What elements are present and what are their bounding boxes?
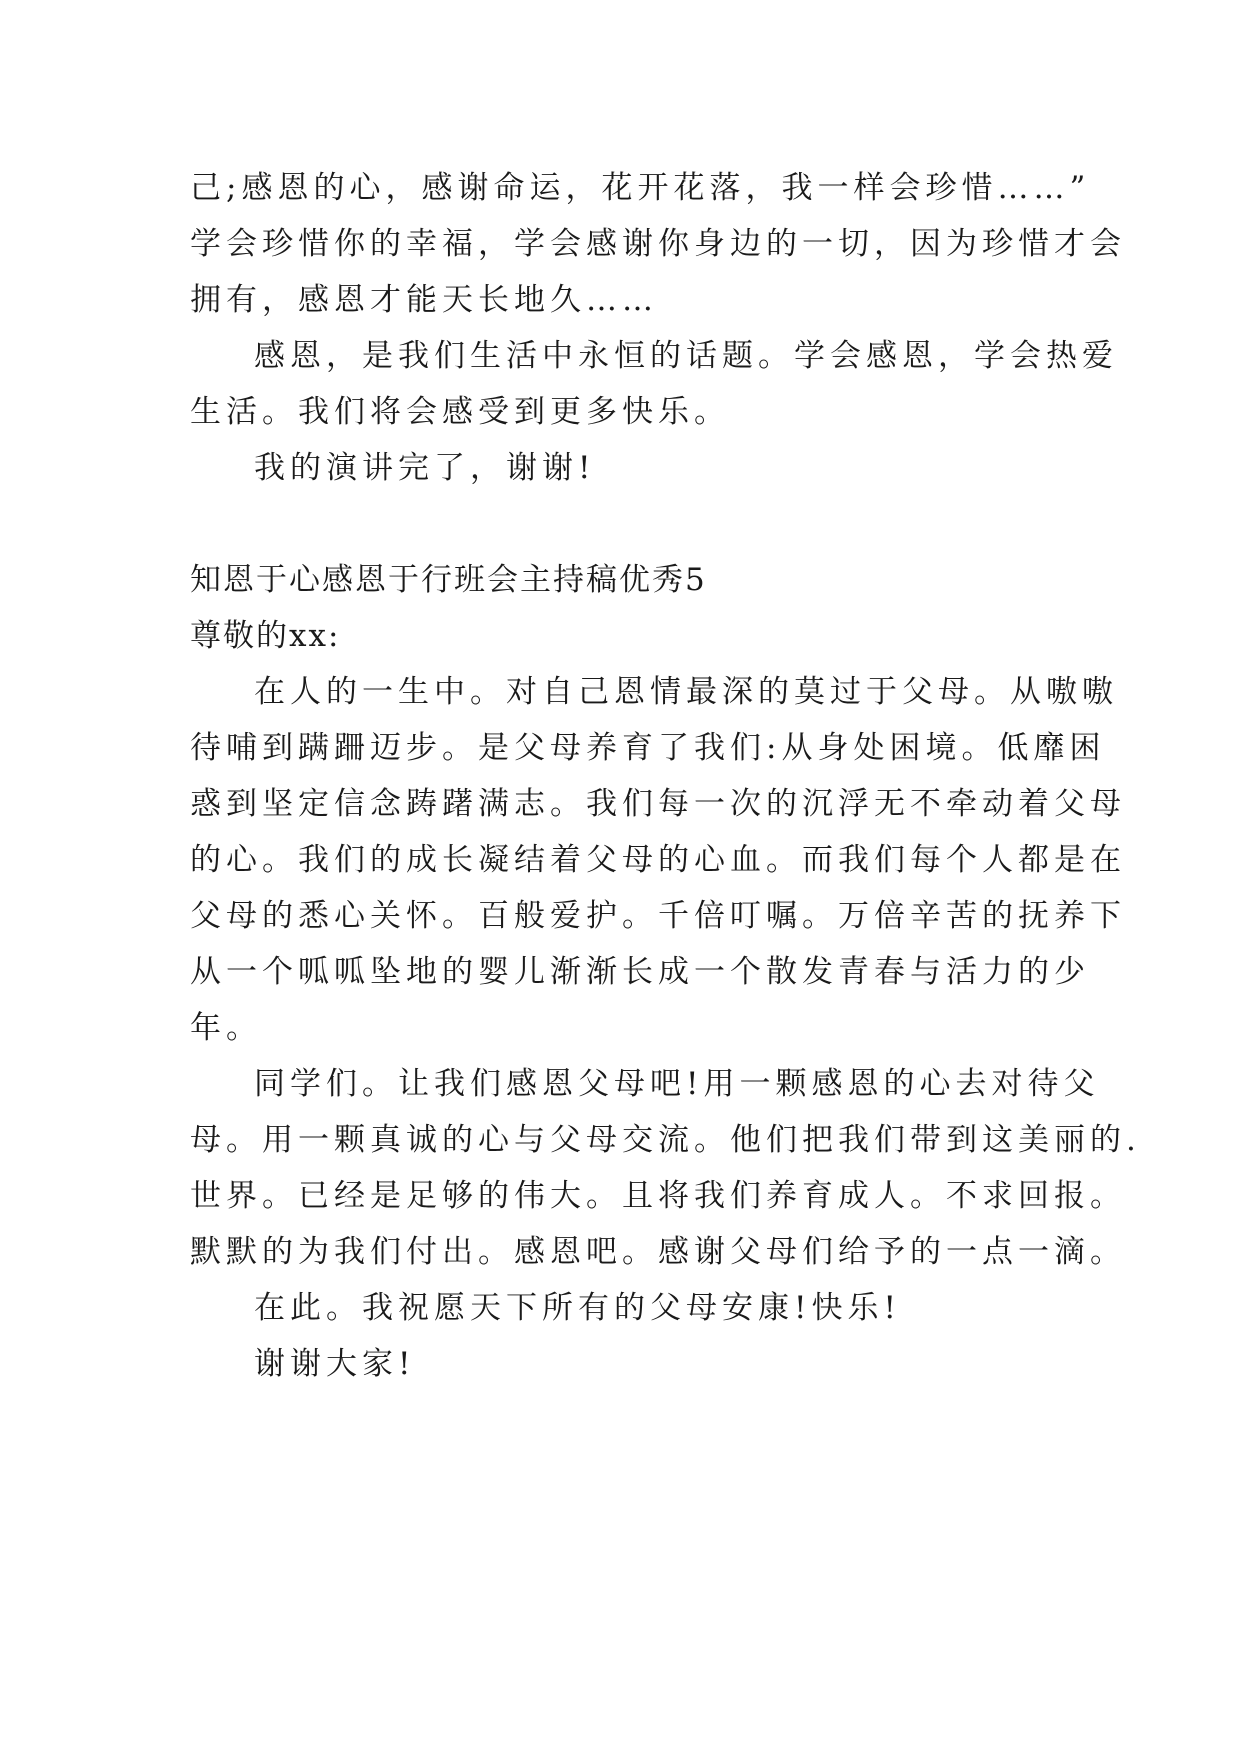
text-line: 默默的为我们付出。感恩吧。感谢父母们给予的一点一滴。: [190, 1234, 1126, 1270]
paragraph-closing: [190, 440, 1070, 496]
text-line: 父母的悉心关怀。百般爱护。千倍叮嘱。万倍辛苦的抚养下: [190, 898, 1126, 934]
text-line: 同学们。让我们感恩父母吧!用一颗感恩的心去对待父: [254, 1066, 1100, 1102]
text-line: 学会珍惜你的幸福，学会感谢你身边的一切，因为珍惜才会: [190, 226, 1126, 262]
text-line: 生活。我们将会感受到更多快乐。: [190, 394, 730, 430]
paragraph-parents: [190, 664, 1126, 1056]
text-line: 感恩，是我们生活中永恒的话题。学会感恩，学会热爱: [254, 338, 1118, 374]
paragraph-thanks: [190, 1336, 1070, 1392]
text-line: 年。: [190, 1010, 262, 1046]
section-title: 知恩于心感恩于行班会主持稿优秀5: [190, 562, 707, 598]
text-line: 谢谢大家!: [254, 1346, 416, 1382]
text-line: 拥有，感恩才能天长地久……: [190, 282, 658, 318]
text-line: 我的演讲完了，谢谢!: [254, 450, 596, 486]
document-body: [190, 160, 1141, 1392]
paragraph-gratitude-topic: [190, 328, 1118, 440]
salutation: 尊敬的xx:: [190, 618, 341, 654]
text-line: 待哺到蹒跚迈步。是父母养育了我们:从身处困境。低靡困: [190, 730, 1106, 766]
text-line: 世界。已经是足够的伟大。且将我们养育成人。不求回报。: [190, 1178, 1126, 1214]
text-line: 在人的一生中。对自己恩情最深的莫过于父母。从嗷嗷: [254, 674, 1118, 710]
section-spacer: [190, 496, 1070, 552]
paragraph-classmates: [190, 1056, 1141, 1280]
text-line: 己;感恩的心，感谢命运，花开花落，我一样会珍惜……”: [190, 170, 1091, 206]
text-line: 的心。我们的成长凝结着父母的心血。而我们每个人都是在: [190, 842, 1126, 878]
text-line: 母。用一颗真诚的心与父母交流。他们把我们带到这美丽的.: [190, 1122, 1141, 1158]
text-line: 惑到坚定信念踌躇满志。我们每一次的沉浮无不牵动着父母: [190, 786, 1126, 822]
text-line: 从一个呱呱坠地的婴儿渐渐长成一个散发青春与活力的少: [190, 954, 1090, 990]
paragraph-continuation: [190, 160, 1126, 328]
paragraph-wishes: [190, 1280, 1070, 1336]
text-line: 在此。我祝愿天下所有的父母安康!快乐!: [254, 1290, 901, 1326]
